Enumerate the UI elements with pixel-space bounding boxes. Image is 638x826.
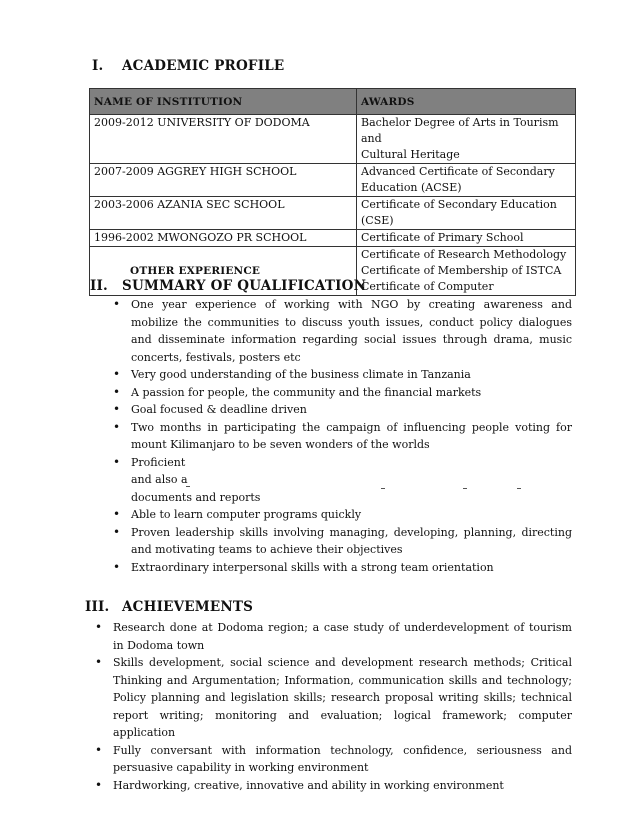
section-number: I.: [92, 58, 104, 74]
list-item: • Goal focused & deadline driven: [131, 401, 572, 419]
award-line: Education (ACSE): [361, 181, 462, 194]
scan-artifact: [463, 488, 467, 489]
list-item: • Research done at Dodoma region; a case study of underdevelopment of tourism in Dodoma town: [113, 619, 572, 654]
list-item: • Two months in participating the campaign of influencing people voting for mount Kilimanjaro to be seven wonders of the worlds: [131, 419, 572, 454]
section-number: III.: [85, 599, 110, 615]
table-row: [90, 230, 576, 247]
list-item-line: • Proficient: [131, 455, 186, 469]
list-item: • Proven leadership skills involving managing, developing, planning, directing and motivating teams to achieve their objectives: [131, 524, 572, 559]
award-line: Certificate of Secondary Education (CSE): [361, 198, 557, 227]
section-title: SUMMARY OF QUALIFICATION: [122, 278, 367, 294]
list-item: • Fully conversant with information technology, confidence, seriousness and persuasive capability in working environment: [113, 742, 572, 777]
awards-cell: [357, 197, 576, 230]
table-header-row: [90, 89, 576, 115]
awards-cell: [357, 247, 576, 296]
list-item: [131, 454, 572, 507]
award-line: Certificate of Membership of ISTCA: [361, 264, 562, 277]
list-item: • Able to learn computer programs quickly: [131, 506, 572, 524]
achievements-list: [113, 619, 572, 794]
section-title: ACADEMIC PROFILE: [122, 58, 285, 74]
award-line: Certificate of Primary School: [361, 231, 524, 244]
institution-cell: 2007-2009 AGGREY HIGH SCHOOL: [90, 164, 357, 197]
section-title: ACHIEVEMENTS: [122, 599, 254, 615]
list-item: • Skills development, social science and development research methods; Critical Thinking and Argumentation; Information, communication skills and technology; Policy planning and legislation skills; research proposal writing skills; technical report writing; monitoring and evaluation; logical framework; computer application: [113, 654, 572, 742]
table-row: [90, 115, 576, 164]
scan-artifact: [517, 488, 521, 489]
award-line: Certificate of Computer: [361, 280, 494, 293]
awards-cell: [357, 115, 576, 164]
other-experience-cell: OTHER EXPERIENCE: [90, 247, 357, 296]
list-item: • Extraordinary interpersonal skills with a strong team orientation: [131, 559, 572, 577]
list-item: • Hardworking, creative, innovative and ability in working environment: [113, 777, 572, 795]
academic-profile-heading: [92, 58, 284, 74]
list-item: • One year experience of working with NGO by creating awareness and mobilize the communities to discuss youth issues, conduct policy dialogues and disseminate information regarding social issues through drama, music concerts, festivals, posters etc: [131, 296, 572, 366]
qualification-list: [131, 296, 572, 576]
award-line: Bachelor Degree of Arts in Tourism and: [361, 116, 559, 145]
institution-column-header: NAME OF INSTITUTION: [90, 89, 357, 115]
list-item-line: documents and reports: [131, 490, 261, 504]
award-line: Certificate of Research Methodology: [361, 248, 567, 261]
award-line: Cultural Heritage: [361, 148, 460, 161]
institution-cell: 2009-2012 UNIVERSITY OF DODOMA: [90, 115, 357, 164]
list-item-line: and also a: [131, 473, 188, 486]
awards-column-header: AWARDS: [357, 89, 576, 115]
list-item: • A passion for people, the community and the financial markets: [131, 384, 572, 402]
scan-artifact: [186, 486, 190, 487]
awards-cell: [357, 164, 576, 197]
scan-artifact: [381, 488, 385, 489]
award-line: Advanced Certificate of Secondary: [361, 165, 555, 178]
institution-cell: 2003-2006 AZANIA SEC SCHOOL: [90, 197, 357, 230]
institution-cell: 1996-2002 MWONGOZO PR SCHOOL: [90, 230, 357, 247]
section-number: II.: [90, 278, 108, 294]
awards-cell: [357, 230, 576, 247]
summary-of-qualification-heading: [90, 278, 366, 294]
academic-profile-table: [89, 88, 576, 296]
list-item: • Very good understanding of the business climate in Tanzania: [131, 366, 572, 384]
table-row: [90, 164, 576, 197]
achievements-heading: [85, 599, 253, 615]
table-row: [90, 197, 576, 230]
